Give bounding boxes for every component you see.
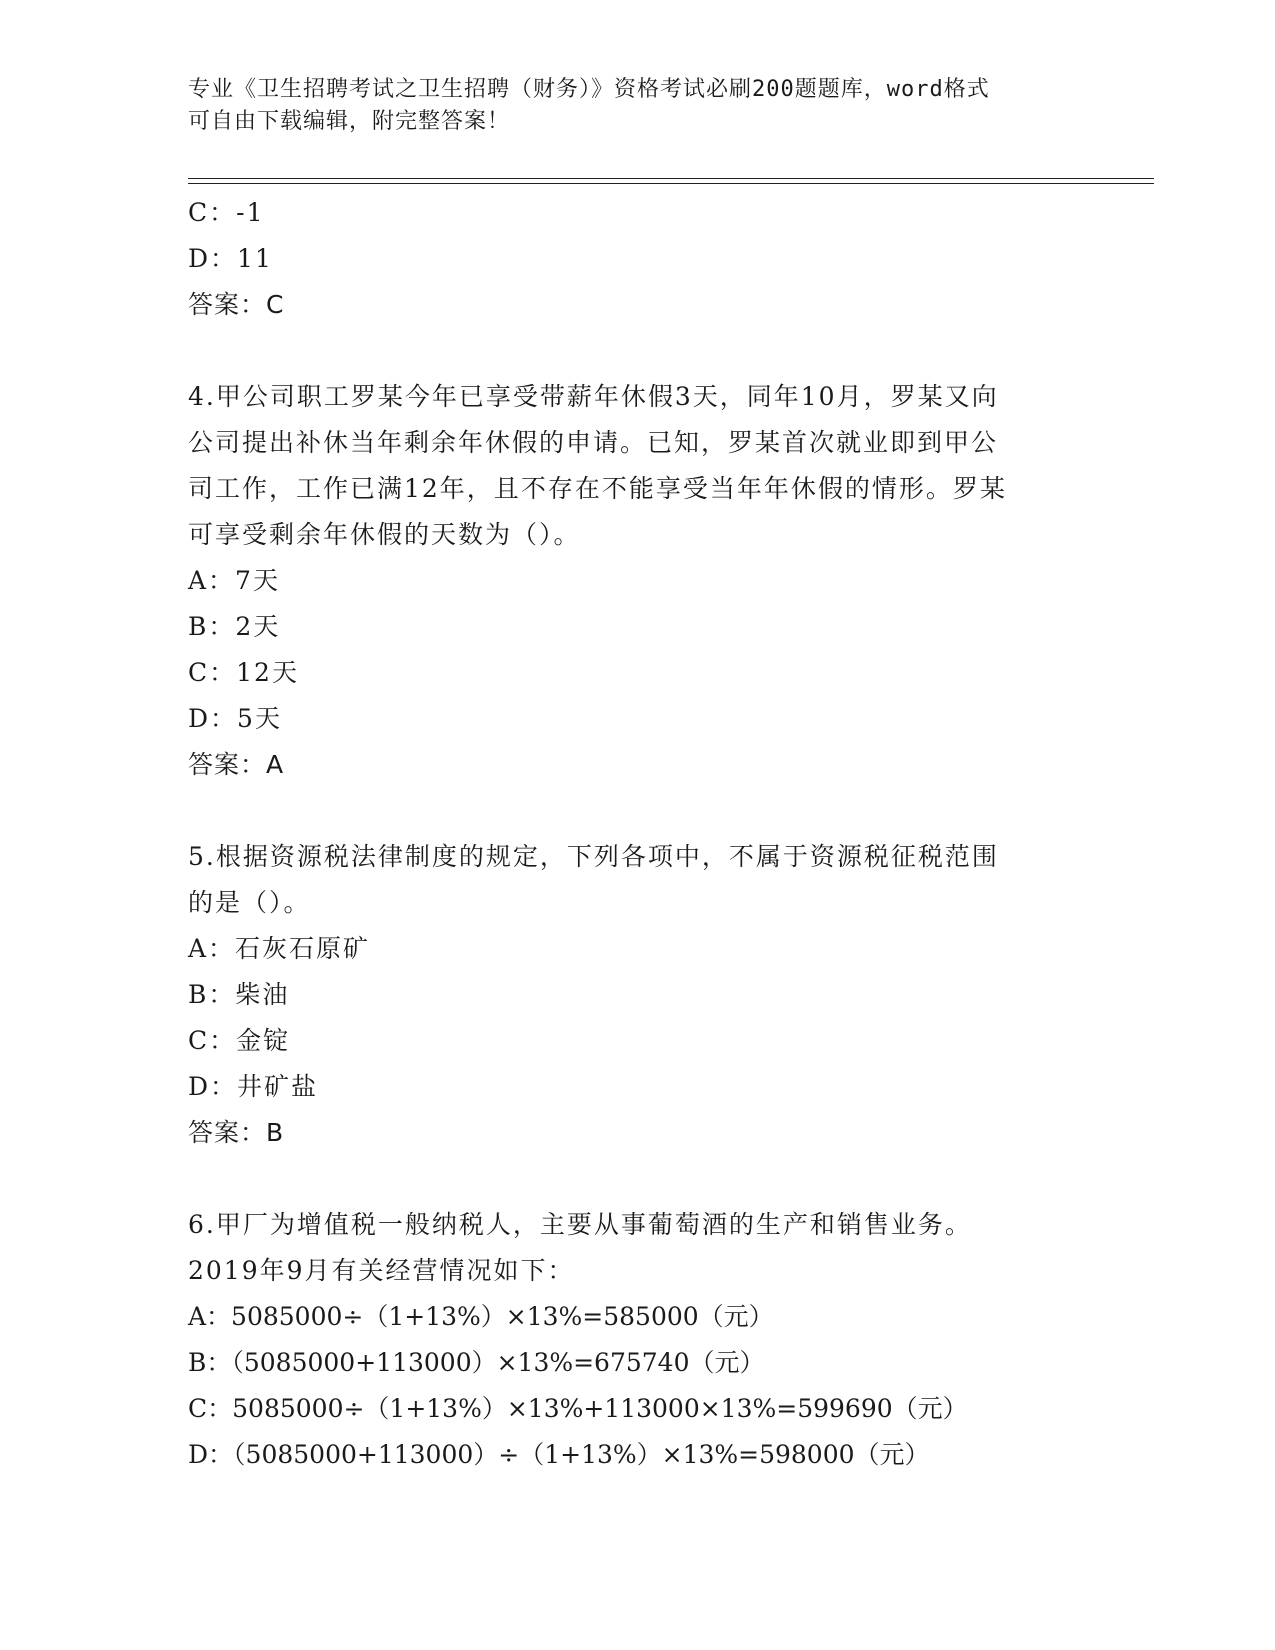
q5-option-d: D：井矿盐	[188, 1072, 319, 1101]
q4-stem-line-2: 公司提出补休当年剩余年休假的申请。已知，罗某首次就业即到甲公	[188, 428, 999, 457]
q3-answer: 答案：C	[188, 290, 285, 319]
q6-option-a: A：5085000÷（1+13%）×13%=585000（元）	[188, 1302, 774, 1331]
q4-option-b: B：2天	[188, 612, 281, 641]
q4-stem-line-1: 4.甲公司职工罗某今年已享受带薪年休假3天，同年10月，罗某又向	[188, 382, 999, 411]
q5-stem-line-1: 5.根据资源税法律制度的规定，下列各项中，不属于资源税征税范围	[188, 842, 999, 871]
question-content	[188, 190, 1088, 1478]
header-divider-bottom	[188, 183, 1154, 184]
document-header	[188, 74, 1088, 138]
spacer	[188, 328, 1088, 374]
header-title-line-2: 可自由下载编辑，附完整答案！	[188, 109, 511, 134]
q4-stem-line-3: 司工作，工作已满12年，且不存在不能享受当年年休假的情形。罗某	[188, 474, 1007, 503]
q4-stem-line-4: 可享受剩余年休假的天数为（）。	[188, 520, 581, 549]
spacer	[188, 788, 1088, 834]
q4-option-d: D：5天	[188, 704, 282, 733]
spacer	[188, 1156, 1088, 1202]
q5-stem-line-2: 的是（）。	[188, 888, 311, 917]
q4-option-a: A：7天	[188, 566, 280, 595]
q6-option-b: B：（5085000+113000）×13%=675740（元）	[188, 1348, 765, 1377]
q3-option-d: D：11	[188, 244, 273, 273]
q3-option-c: C：-1	[188, 198, 265, 227]
header-title-line-1: 专业《卫生招聘考试之卫生招聘（财务）》资格考试必刷200题题库，word格式	[188, 77, 990, 102]
header-divider-top	[188, 178, 1154, 179]
q6-option-c: C：5085000÷（1+13%）×13%+113000×13%=599690（元）	[188, 1394, 968, 1423]
q5-option-c: C：金锭	[188, 1026, 291, 1055]
q5-answer: 答案：B	[188, 1118, 285, 1147]
q6-stem-line-2: 2019年9月有关经营情况如下：	[188, 1256, 575, 1285]
q4-option-c: C：12天	[188, 658, 299, 687]
q5-option-b: B：柴油	[188, 980, 290, 1009]
q6-option-d: D：（5085000+113000）÷（1+13%）×13%=598000（元）	[188, 1440, 930, 1469]
q6-stem-line-1: 6.甲厂为增值税一般纳税人，主要从事葡萄酒的生产和销售业务。	[188, 1210, 972, 1239]
q4-answer: 答案：A	[188, 750, 285, 779]
q5-option-a: A：石灰石原矿	[188, 934, 371, 963]
